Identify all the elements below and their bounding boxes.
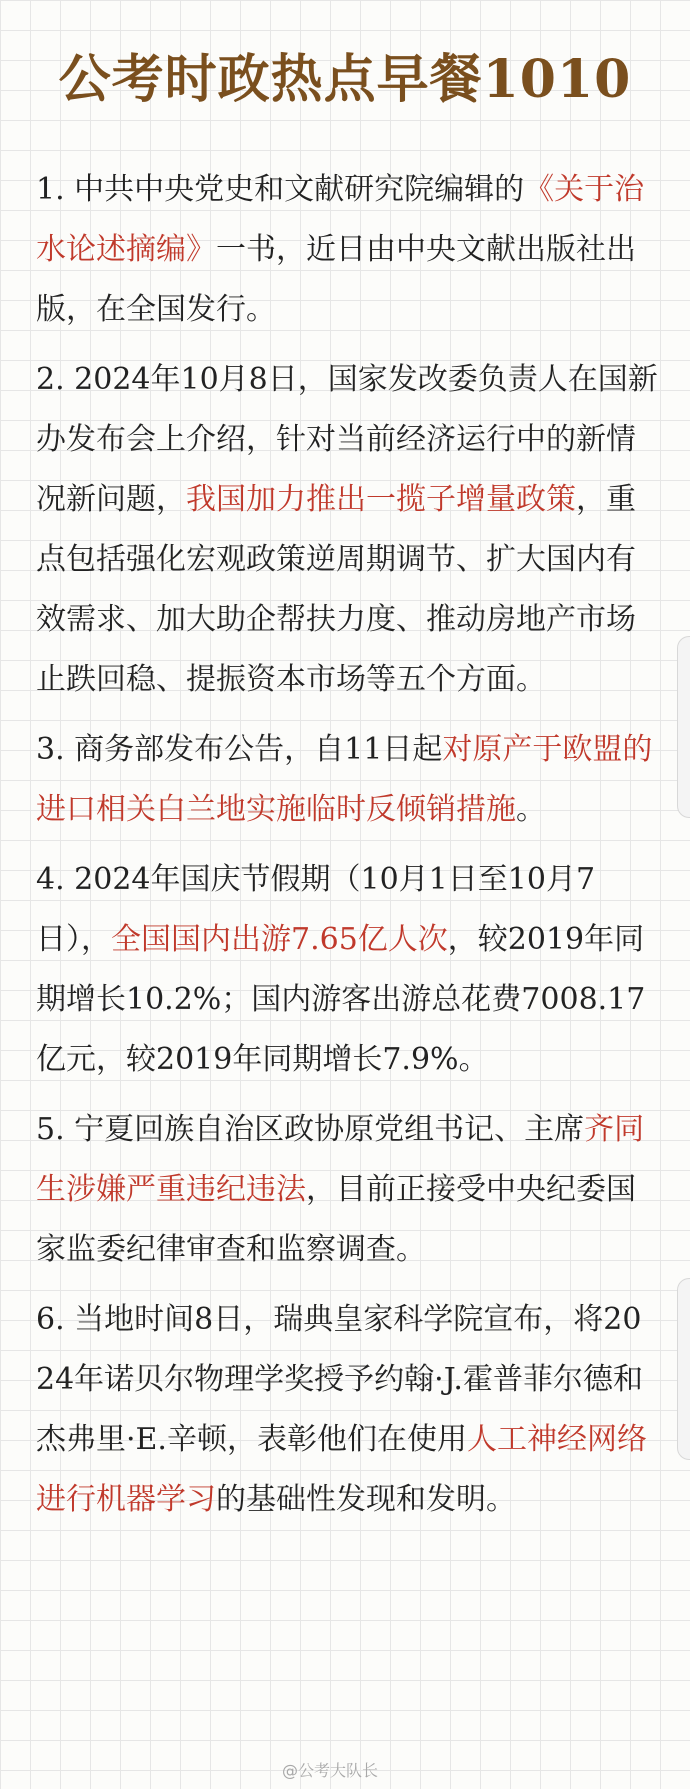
- item-highlight: 对原产于欧盟的进口相关白兰地实施临时反倾销措施: [36, 732, 653, 827]
- side-scroll-handle[interactable]: [677, 1278, 690, 1460]
- item-text: 5. 宁夏回族自治区政协原党组书记、主席: [36, 1112, 585, 1147]
- item-text: 一书，近日由中央文献出版社出版，在全国发行。: [36, 232, 636, 327]
- item-highlight: 全国国内出游7.65亿人次: [111, 922, 448, 957]
- news-item-5: [36, 1100, 660, 1280]
- item-text: ，较2019年同期增长10.2%；国内游客出游总花费7008.17亿元，较2019年同期增长7.9%。: [36, 922, 646, 1077]
- item-text: ，目前正接受中央纪委国家监委纪律审查和监察调查。: [36, 1172, 636, 1267]
- news-item-1: [36, 160, 660, 340]
- item-highlight: 《关于治水论述摘编》: [36, 172, 645, 267]
- item-text: 3. 商务部发布公告，自11日起: [36, 732, 443, 767]
- item-text: 2. 2024年10月8日，国家发改委负责人在国新办发布会上介绍，针对当前经济运行中的新情况新问题，: [36, 362, 658, 517]
- item-text: 4. 2024年国庆节假期（10月1日至10月7日），: [36, 862, 596, 957]
- item-highlight: 齐同生涉嫌严重违纪违法: [36, 1112, 645, 1207]
- news-item-3: [36, 720, 660, 840]
- item-highlight: 人工神经网络进行机器学习: [36, 1422, 647, 1517]
- item-text: 1. 中共中央党史和文献研究院编辑的: [36, 172, 525, 207]
- watermark: @公考大队长: [282, 1761, 379, 1780]
- side-scroll-handle[interactable]: [677, 636, 690, 818]
- news-list: [36, 160, 660, 1540]
- item-text: 6. 当地时间8日，瑞典皇家科学院宣布，将2024年诺贝尔物理学奖授予约翰·J.霍普菲尔德和杰弗里·E.辛顿，表彰他们在使用: [36, 1302, 643, 1457]
- item-text: ，重点包括强化宏观政策逆周期调节、扩大国内有效需求、加大助企帮扶力度、推动房地产市场止跌回稳、提振资本市场等五个方面。: [36, 482, 636, 697]
- news-item-2: [36, 350, 660, 710]
- item-text: 的基础性发现和发明。: [216, 1482, 516, 1517]
- item-text: 。: [516, 792, 546, 827]
- news-item-6: [36, 1290, 660, 1530]
- item-highlight: 我国加力推出一揽子增量政策: [186, 482, 576, 517]
- news-item-4: [36, 850, 660, 1090]
- page-title: 公考时政热点早餐1010: [58, 49, 632, 110]
